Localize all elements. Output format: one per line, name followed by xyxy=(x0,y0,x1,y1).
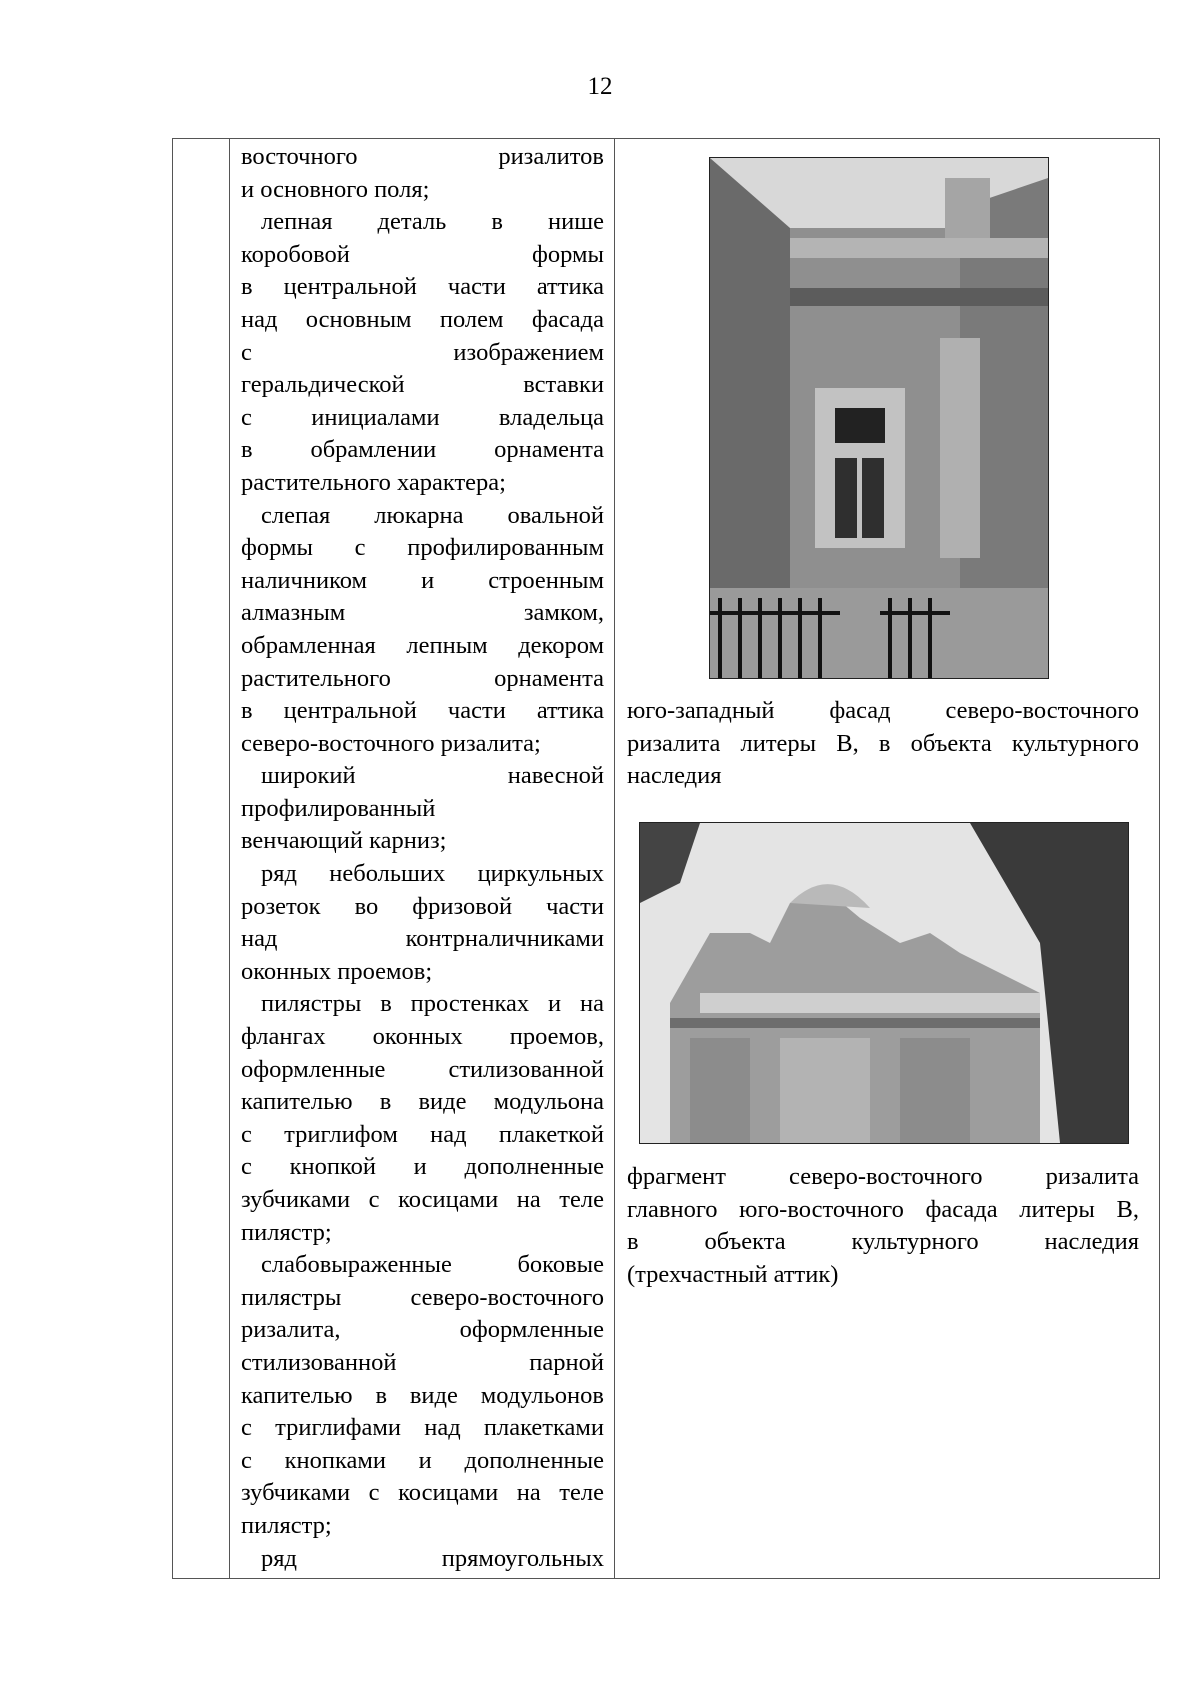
description-line: с изображением xyxy=(241,338,604,366)
description-line: коробовой формы xyxy=(241,240,604,268)
caption-line: юго-западный фасад северо-восточного xyxy=(627,697,1139,724)
description-line: растительного характера; xyxy=(241,468,506,496)
description-line: обрамленная лепным декором xyxy=(241,631,604,659)
description-line: слепая люкарна овальной xyxy=(261,501,604,529)
description-line: венчающий карниз; xyxy=(241,827,447,855)
photo-caption-1 xyxy=(627,695,1139,793)
description-line: и основного поля; xyxy=(241,175,430,203)
description-line: пилястр; xyxy=(241,1511,332,1539)
description-line: широкий навесной xyxy=(261,762,604,790)
description-line: ряд прямоугольных xyxy=(261,1544,604,1572)
description-line: северо-восточного ризалита; xyxy=(241,729,541,757)
description-line: стилизованной парной xyxy=(241,1348,604,1376)
description-line: розеток во фризовой части xyxy=(241,892,604,920)
photo-facade-southwest-image xyxy=(710,158,1048,678)
caption-line: ризалита литеры В, в объекта культурного xyxy=(627,729,1139,757)
description-line: лепная деталь в нише xyxy=(261,208,604,236)
description-line: оформленные стилизованной xyxy=(241,1055,604,1083)
description-line: капителью в виде модульонов xyxy=(241,1381,604,1409)
description-line: ряд небольших циркульных xyxy=(261,860,604,888)
description-line: в центральной части аттика xyxy=(241,273,604,301)
caption-line: фрагмент северо-восточного ризалита xyxy=(627,1163,1139,1190)
description-line: с триглифом над плакеткой xyxy=(241,1120,604,1148)
description-line: над контрналичниками xyxy=(241,925,604,953)
description-line: капителью в виде модульона xyxy=(241,1088,604,1116)
description-line: пилястр; xyxy=(241,1218,332,1246)
photo-caption-2 xyxy=(627,1161,1139,1291)
description-line: слабовыраженные боковые xyxy=(261,1251,604,1279)
description-line: формы с профилированным xyxy=(241,534,604,562)
description-line: геральдической вставки xyxy=(241,371,604,399)
description-line: восточного ризалитов xyxy=(241,143,604,170)
description-line: наличником и строенным xyxy=(241,566,604,594)
photo-facade-southwest xyxy=(709,157,1049,679)
caption-line: в объекта культурного наследия xyxy=(627,1228,1139,1256)
description-line: зубчиками с косицами на теле xyxy=(241,1186,604,1213)
photo-attic-fragment-image xyxy=(640,823,1128,1143)
description-cell xyxy=(230,139,615,1578)
description-line: с кнопками и дополненные xyxy=(241,1446,604,1474)
caption-line: главного юго-восточного фасада литеры В, xyxy=(627,1195,1139,1223)
photo-attic-fragment xyxy=(639,822,1129,1144)
description-line: ризалита, оформленные xyxy=(241,1316,604,1344)
description-line: в обрамлении орнамента xyxy=(241,436,604,464)
description-line: растительного орнамента xyxy=(241,664,604,692)
caption-line: (трехчастный аттик) xyxy=(627,1260,839,1288)
description-line: над основным полем фасада xyxy=(241,305,604,333)
description-line: с кнопкой и дополненные xyxy=(241,1153,604,1181)
caption-line: наследия xyxy=(627,762,722,790)
heritage-elements-table xyxy=(172,138,1160,1579)
description-line: зубчиками с косицами на теле xyxy=(241,1479,604,1507)
description-line: оконных проемов; xyxy=(241,957,433,985)
description-line: профилированный xyxy=(241,794,436,822)
description-line: в центральной части аттика xyxy=(241,697,604,725)
description-line: флангах оконных проемов, xyxy=(241,1023,604,1051)
row-number-cell xyxy=(173,139,230,1578)
description-line: пилястры в простенках и на xyxy=(261,990,604,1018)
description-line: алмазным замком, xyxy=(241,599,604,627)
photo-cell xyxy=(615,139,1159,1578)
page-number: 12 xyxy=(587,73,613,100)
description-line: с триглифами над плакетками xyxy=(241,1414,604,1442)
description-line: пилястры северо-восточного xyxy=(241,1283,604,1311)
description-line: с инициалами владельца xyxy=(241,403,604,431)
